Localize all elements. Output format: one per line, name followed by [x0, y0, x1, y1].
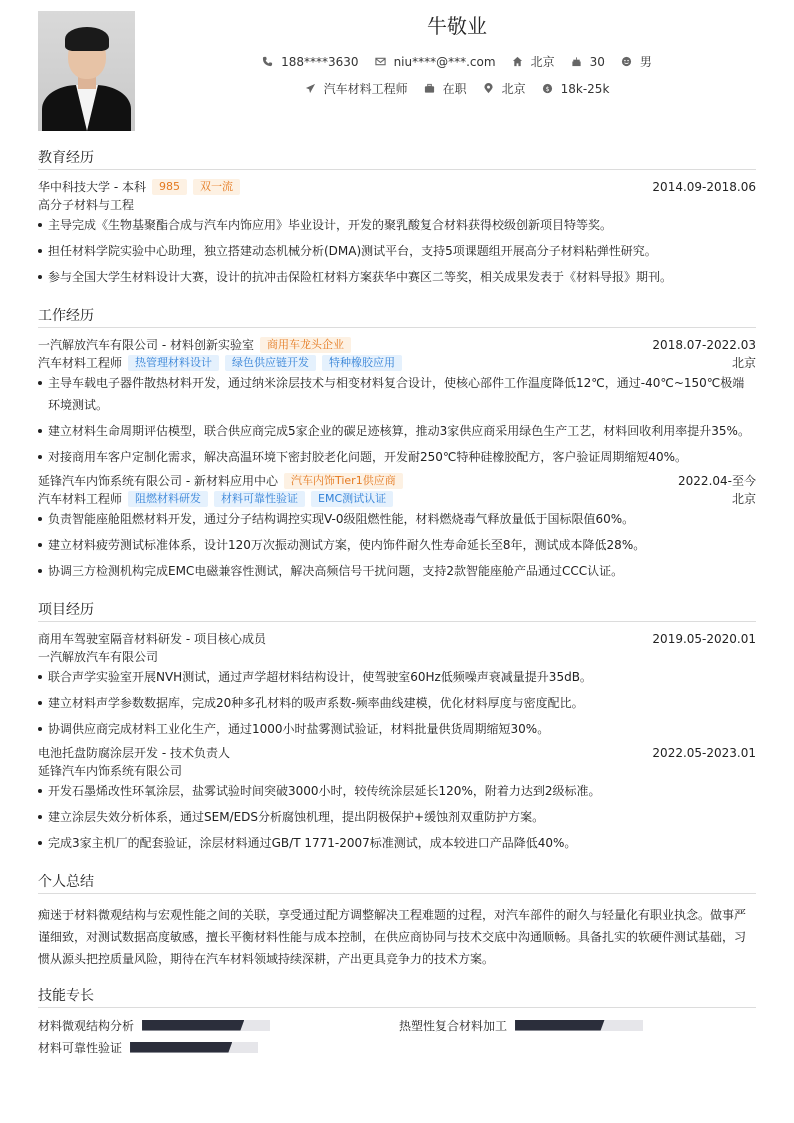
- section-title: 个人总结: [38, 874, 756, 894]
- list-item: 主导完成《生物基聚酯合成与汽车内饰应用》毕业设计，开发的聚乳酸复合材料获得校级创新项目特等奖。: [38, 214, 756, 236]
- job-role: 汽车材料工程师: [38, 492, 123, 506]
- education-date: 2014.09-2018.06: [652, 180, 756, 194]
- list-item: 建立涂层失效分析体系，通过SEM/EDS分析腐蚀机理，提出阴极保护+缓蚀剂双重防护方案。: [38, 806, 756, 828]
- target-city-item: [483, 80, 526, 97]
- skill-tag: 材料可靠性验证: [214, 491, 305, 507]
- skill-bar-fill: [130, 1042, 232, 1053]
- gender-item: [621, 53, 652, 70]
- job-bullets: [38, 372, 756, 468]
- job-role-row: [38, 490, 756, 508]
- education-bullets: [38, 214, 756, 288]
- age-text: 30: [589, 54, 605, 69]
- section-title: 教育经历: [38, 150, 756, 170]
- job-location: 北京: [731, 356, 756, 370]
- briefcase-icon: [424, 83, 435, 94]
- list-item: 开发石墨烯改性环氧涂层，盐雾试验时间突破3000小时，较传统涂层延长120%，附着力达到2级标准。: [38, 780, 756, 802]
- education-section: [38, 150, 756, 292]
- gender-text: 男: [639, 55, 652, 69]
- mail-icon: [375, 56, 386, 67]
- company-name: 延锋汽车内饰系统有限公司 - 新材料应用中心: [38, 474, 278, 488]
- phone-text: 188****3630: [281, 54, 359, 69]
- project-header: [38, 630, 756, 648]
- skills-section: [38, 988, 756, 1062]
- list-item: 负责智能座舱阻燃材料开发，通过分子结构调控实现V-0级阻燃性能，材料燃烧毒气释放量低于国标限值60%。: [38, 508, 756, 530]
- city-item: [512, 53, 555, 70]
- company-name: 一汽解放汽车有限公司 - 材料创新实验室: [38, 338, 254, 352]
- list-item: 协调供应商完成材料工业化生产，通过1000小时盐雾测试验证，材料批量供货周期缩短30%。: [38, 718, 756, 740]
- job-location: 北京: [731, 492, 756, 506]
- skill-tag: 绿色供应链开发: [225, 355, 316, 371]
- project-org: 一汽解放汽车有限公司: [38, 650, 159, 664]
- list-item: 参与全国大学生材料设计大赛，设计的抗冲击保险杠材料方案获华中赛区二等奖，相关成果发表于《材料导报》期刊。: [38, 266, 756, 288]
- profile-photo: [38, 11, 135, 131]
- cake-icon: [571, 56, 582, 67]
- skill-tag: 阻燃材料研发: [128, 491, 208, 507]
- phone-icon: [262, 56, 273, 67]
- project-name: 商用车驾驶室隔音材料研发 - 项目核心成员: [38, 632, 266, 646]
- job-header: [38, 472, 756, 490]
- money-icon: [542, 83, 553, 94]
- location-pin-icon: [483, 83, 494, 94]
- job-role-row: [38, 354, 756, 372]
- list-item: 对接商用车客户定制化需求，解决高温环境下密封胶老化问题，开发耐250℃特种硅橡胶配方，客户验证周期缩短40%。: [38, 446, 756, 468]
- city-text: 北京: [530, 55, 555, 69]
- age-item: [571, 55, 605, 69]
- job-header: [38, 336, 756, 354]
- list-item: 完成3家主机厂的配套验证，涂层材料通过GB/T 1771-2007标准测试，成本较进口产品降低40%。: [38, 832, 756, 854]
- job-item: [305, 80, 408, 97]
- salary-item: [542, 82, 610, 96]
- section-title: 技能专长: [38, 988, 756, 1008]
- project-bullets: [38, 780, 756, 854]
- list-item: 建立材料疲劳测试标准体系，设计120万次振动测试方案，使内饰件耐久性寿命延长至8年，测试成本降低28%。: [38, 534, 756, 556]
- phone-item: [262, 55, 358, 69]
- school-name: 华中科技大学 - 本科: [38, 180, 146, 194]
- work-section: [38, 308, 756, 586]
- skill-name: 材料可靠性验证: [38, 1040, 123, 1055]
- job-role: 汽车材料工程师: [38, 356, 123, 370]
- skill-tag: 特种橡胶应用: [322, 355, 402, 371]
- list-item: 主导车载电子器件散热材料开发，通过纳米涂层技术与相变材料复合设计，使核心部件工作温度降低12℃，通过-40℃~150℃极端环境测试。: [38, 372, 756, 416]
- skill-tag: EMC测试认证: [311, 491, 393, 507]
- section-title: 项目经历: [38, 602, 756, 622]
- job-date: 2018.07-2022.03: [652, 338, 756, 352]
- project-bullets: [38, 666, 756, 740]
- project-date: 2022.05-2023.01: [652, 746, 756, 760]
- list-item: 建立材料声学参数数据库，完成20种多孔材料的吸声系数-频率曲线建模，优化材料厚度与密度配比。: [38, 692, 756, 714]
- project-header: [38, 744, 756, 762]
- summary-text: 痴迷于材料微观结构与宏观性能之间的关联，享受通过配方调整解决工程难题的过程，对汽车部件的耐久与轻量化有职业执念。做事严谨细致，对测试数据高度敏感，擅长平衡材料性能与成本控制，在供应商协同与技术交底中沟通顺畅。具备扎实的软硬件测试基础，习惯从源头把控质量风险，期待在汽车材料领域持续深耕，产出更具竞争力的技术方案。: [38, 908, 747, 966]
- skill-bar-fill: [515, 1020, 605, 1031]
- paper-plane-icon: [305, 83, 316, 94]
- projects-section: [38, 602, 756, 858]
- job-bullets: [38, 508, 756, 582]
- contact-row: [160, 53, 754, 70]
- skill-bar: [515, 1020, 643, 1031]
- target-city-text: 北京: [501, 82, 526, 96]
- status-item: [424, 80, 467, 97]
- candidate-name: 牛敬业: [427, 14, 487, 38]
- summary-section: [38, 874, 756, 970]
- list-item: 建立材料生命周期评估模型，联合供应商完成5家企业的碳足迹核算，推动3家供应商采用绿色生产工艺，材料回收利用率提升35%。: [38, 420, 756, 442]
- company-tag: 汽车内饰Tier1供应商: [284, 473, 403, 489]
- skill-bar-fill: [142, 1020, 244, 1031]
- status-text: 在职: [442, 82, 467, 96]
- salary-text: 18k-25k: [560, 81, 610, 96]
- email-text: niu****@***.com: [393, 54, 496, 69]
- section-title: 工作经历: [38, 308, 756, 328]
- home-icon: [512, 56, 523, 67]
- job-date: 2022.04-至今: [678, 474, 756, 488]
- skill-item: [38, 1038, 258, 1056]
- skill-item: [399, 1016, 643, 1034]
- company-tag: 商用车龙头企业: [260, 337, 351, 353]
- intent-row: [160, 80, 754, 97]
- education-header: [38, 178, 756, 196]
- project-org: 延锋汽车内饰系统有限公司: [38, 764, 183, 778]
- skills-list: [38, 1016, 756, 1062]
- svg-text:$: $: [545, 84, 550, 93]
- list-item: 担任材料学院实验中心助理，独立搭建动态机械分析(DMA)测试平台，支持5项课题组开展高分子材料粘弹性研究。: [38, 240, 756, 262]
- major: 高分子材料与工程: [38, 198, 135, 212]
- job-text: 汽车材料工程师: [323, 82, 408, 96]
- skill-item: [38, 1016, 270, 1034]
- list-item: 联合声学实验室开展NVH测试，通过声学超材料结构设计，使驾驶室60Hz低频噪声衰减量提升35dB。: [38, 666, 756, 688]
- list-item: 协调三方检测机构完成EMC电磁兼容性测试，解决高频信号干扰问题，支持2款智能座舱产品通过CCC认证。: [38, 560, 756, 582]
- project-date: 2019.05-2020.01: [652, 632, 756, 646]
- skill-name: 材料微观结构分析: [38, 1018, 135, 1033]
- smiley-icon: [621, 56, 632, 67]
- skill-tag: 热管理材料设计: [128, 355, 219, 371]
- school-tag: 985: [152, 179, 187, 195]
- skill-name: 热塑性复合材料加工: [399, 1018, 508, 1033]
- skill-bar: [142, 1020, 270, 1031]
- email-item: [375, 55, 496, 69]
- school-tag: 双一流: [193, 179, 240, 195]
- project-name: 电池托盘防腐涂层开发 - 技术负责人: [38, 746, 230, 760]
- skill-bar: [130, 1042, 258, 1053]
